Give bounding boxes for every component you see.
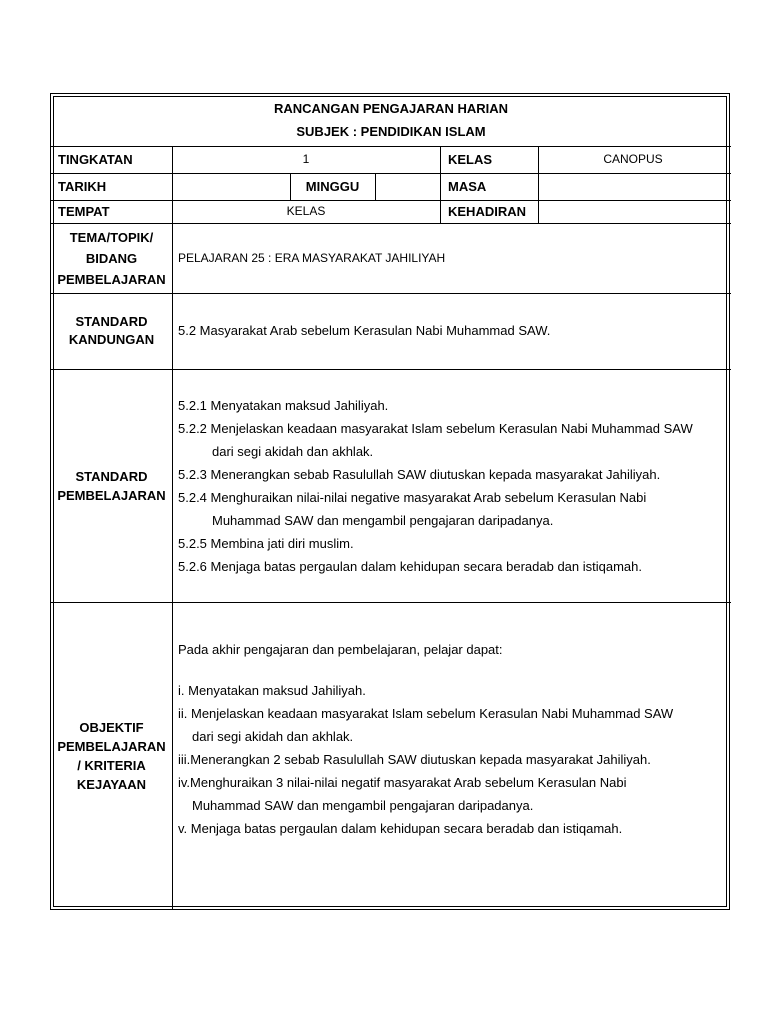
list-item: v. Menjaga batas pergaulan dalam kehidupan secara beradab dan istiqamah. <box>178 821 623 836</box>
tarikh-label: TARIKH <box>58 178 107 194</box>
lesson-plan-table <box>50 93 730 910</box>
standard-pembelajaran-label <box>51 369 172 602</box>
list-item: i. Menyatakan maksud Jahiliyah. <box>178 683 366 698</box>
objektif-label-line: OBJEKTIF <box>79 719 144 735</box>
standard-kandungan-label-line: STANDARD <box>75 314 148 329</box>
tempat-label: TEMPAT <box>58 203 110 219</box>
list-item: ii. Menjelaskan keadaan masyarakat Islam sebelum Kerasulan Nabi Muhammad SAW <box>178 706 674 721</box>
standard-pembelajaran-label-line: STANDARD <box>75 468 148 484</box>
tema-label-line: BIDANG <box>85 250 138 266</box>
list-item: 5.2.1 Menyatakan maksud Jahiliyah. <box>178 398 389 413</box>
tingkatan-value: 1 <box>302 152 310 167</box>
tingkatan-label: TINGKATAN <box>58 151 133 167</box>
list-item: dari segi akidah dan akhlak. <box>212 444 374 459</box>
list-item: Muhammad SAW dan mengambil pengajaran daripadanya. <box>192 798 534 813</box>
minggu-label: MINGGU <box>305 178 360 194</box>
standard-pembelajaran-label-line: PEMBELAJARAN <box>57 487 166 503</box>
tema-label-line: PEMBELAJARAN <box>57 271 166 287</box>
standard-pembelajaran-list <box>178 394 730 578</box>
list-item: 5.2.2 Menjelaskan keadaan masyarakat Islam sebelum Kerasulan Nabi Muhammad SAW <box>178 421 693 436</box>
document-title: RANCANGAN PENGAJARAN HARIAN <box>273 101 508 116</box>
tempat-value: KELAS <box>286 204 326 219</box>
list-item: iv.Menghuraikan 3 nilai-nilai negatif masyarakat Arab sebelum Kerasulan Nabi <box>178 775 627 790</box>
list-item: 5.2.3 Menerangkan sebab Rasulullah SAW diutuskan kepada masyarakat Jahiliyah. <box>178 467 661 482</box>
objektif-intro <box>178 638 730 661</box>
standard-kandungan-value: 5.2 Masyarakat Arab sebelum Kerasulan Nabi Muhammad SAW. <box>178 323 551 339</box>
tema-label <box>51 223 172 293</box>
rule <box>172 146 173 909</box>
kelas-label: KELAS <box>448 151 493 167</box>
kehadiran-value <box>538 200 728 223</box>
subject-title: SUBJEK : PENDIDIKAN ISLAM <box>296 124 486 139</box>
kelas-value: CANOPUS <box>603 152 663 167</box>
rule <box>440 146 441 223</box>
objektif-label-line: KEJAYAAN <box>76 776 147 792</box>
list-item: iii.Menerangkan 2 sebab Rasulullah SAW diutuskan kepada masyarakat Jahiliyah. <box>178 752 651 767</box>
tarikh-value <box>172 173 290 200</box>
masa-label: MASA <box>448 178 487 194</box>
minggu-value <box>375 173 440 200</box>
list-item: Muhammad SAW dan mengambil pengajaran daripadanya. <box>212 513 554 528</box>
list-item: 5.2.5 Membina jati diri muslim. <box>178 536 354 551</box>
standard-kandungan-label-line: KANDUNGAN <box>68 332 155 347</box>
objektif-label-line: PEMBELAJARAN <box>57 738 166 754</box>
list-item: dari segi akidah dan akhlak. <box>192 729 354 744</box>
list-item: 5.2.6 Menjaga batas pergaulan dalam kehidupan secara beradab dan istiqamah. <box>178 559 642 574</box>
tema-value: PELAJARAN 25 : ERA MASYARAKAT JAHILIYAH <box>178 250 446 265</box>
objektif-list <box>178 679 730 840</box>
objektif-label <box>51 602 172 909</box>
masa-value <box>538 173 728 200</box>
objektif-label-line: / KRITERIA <box>77 757 146 773</box>
tema-label-line: TEMA/TOPIK/ <box>69 229 154 245</box>
objektif-intro-text: Pada akhir pengajaran dan pembelajaran, pelajar dapat: <box>178 642 503 657</box>
kehadiran-label: KEHADIRAN <box>448 203 526 219</box>
standard-kandungan-label <box>51 293 172 369</box>
list-item: 5.2.4 Menghuraikan nilai-nilai negative masyarakat Arab sebelum Kerasulan Nabi <box>178 490 647 505</box>
